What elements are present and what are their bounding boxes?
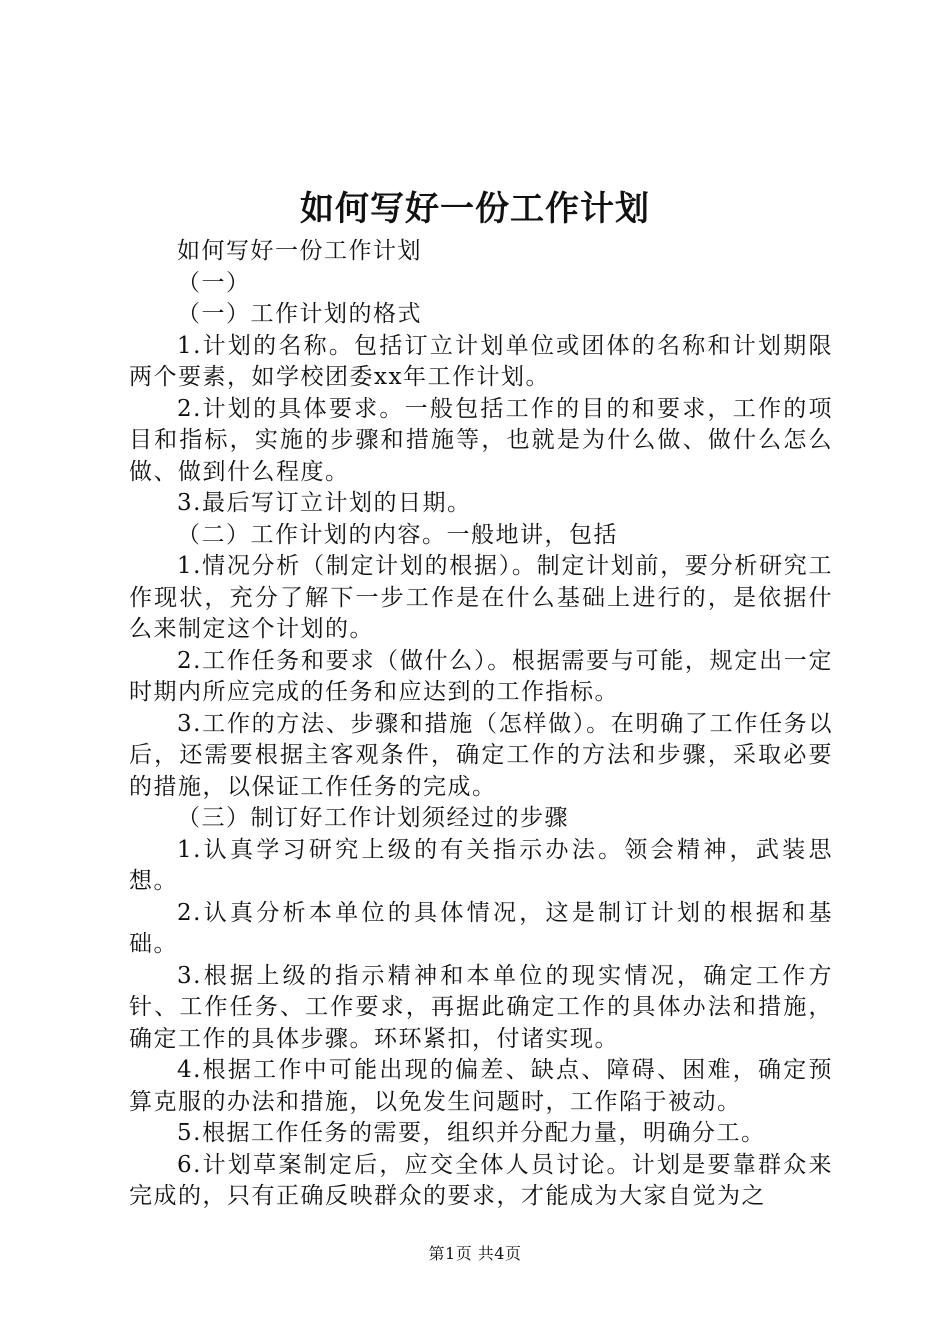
paragraph: 6.计划草案制定后，应交全体人员讨论。计划是要靠群众来完成的，只有正确反映群众的要求，才能成为大家自觉为之 bbox=[129, 1151, 833, 1209]
paragraph: 1.情况分析（制定计划的根据）。制定计划前，要分析研究工作现状，充分了解下一步工作是在什么基础上进行的，是依据什么来制定这个计划的。 bbox=[129, 553, 833, 642]
paragraph: （一）工作计划的格式 bbox=[177, 301, 422, 327]
page-footer: 第1页 共4页 bbox=[428, 1244, 522, 1263]
paragraph: 2.认真分析本单位的具体情况，这是制订计划的根据和基础。 bbox=[129, 899, 833, 957]
paragraph: 4.根据工作中可能出现的偏差、缺点、障碍、困难，确定预算克服的办法和措施，以免发生问题时，工作陷于被动。 bbox=[129, 1057, 833, 1115]
paragraph: 1.认真学习研究上级的有关指示办法。领会精神，武装思想。 bbox=[129, 836, 833, 894]
document-body bbox=[129, 236, 833, 1213]
document-title: 如何写好一份工作计划 bbox=[300, 189, 650, 229]
paragraph: （二）工作计划的内容。一般地讲，包括 bbox=[177, 521, 618, 548]
paragraph: （一） bbox=[177, 269, 251, 296]
paragraph: 5.根据工作任务的需要，组织并分配力量，明确分工。 bbox=[177, 1120, 766, 1146]
paragraph: 3.工作的方法、步骤和措施（怎样做）。在明确了工作任务以后，还需要根据主客观条件，确定工作的方法和步骤，采取必要的措施，以保证工作任务的完成。 bbox=[129, 710, 833, 800]
paragraph: 2.计划的具体要求。一般包括工作的目的和要求，工作的项目和指标，实施的步骤和措施等，也就是为什么做、做什么怎么做、做到什么程度。 bbox=[129, 395, 833, 485]
paragraph: （三）制订好工作计划须经过的步骤 bbox=[177, 805, 569, 831]
paragraph: 3.最后写订立计划的日期。 bbox=[177, 490, 472, 516]
paragraph: 3.根据上级的指示精神和本单位的现实情况，确定工作方针、工作任务、工作要求，再据此确定工作的具体办法和措施，确定工作的具体步骤。环环紧扣，付诸实现。 bbox=[129, 962, 833, 1052]
paragraph: 2.工作任务和要求（做什么）。根据需要与可能，规定出一定时期内所应完成的任务和应达到的工作指标。 bbox=[129, 647, 833, 705]
paragraph: 如何写好一份工作计划 bbox=[177, 238, 422, 264]
paragraph: 1.计划的名称。包括订立计划单位或团体的名称和计划期限两个要素，如学校团委xx年工作计划。 bbox=[129, 332, 833, 390]
